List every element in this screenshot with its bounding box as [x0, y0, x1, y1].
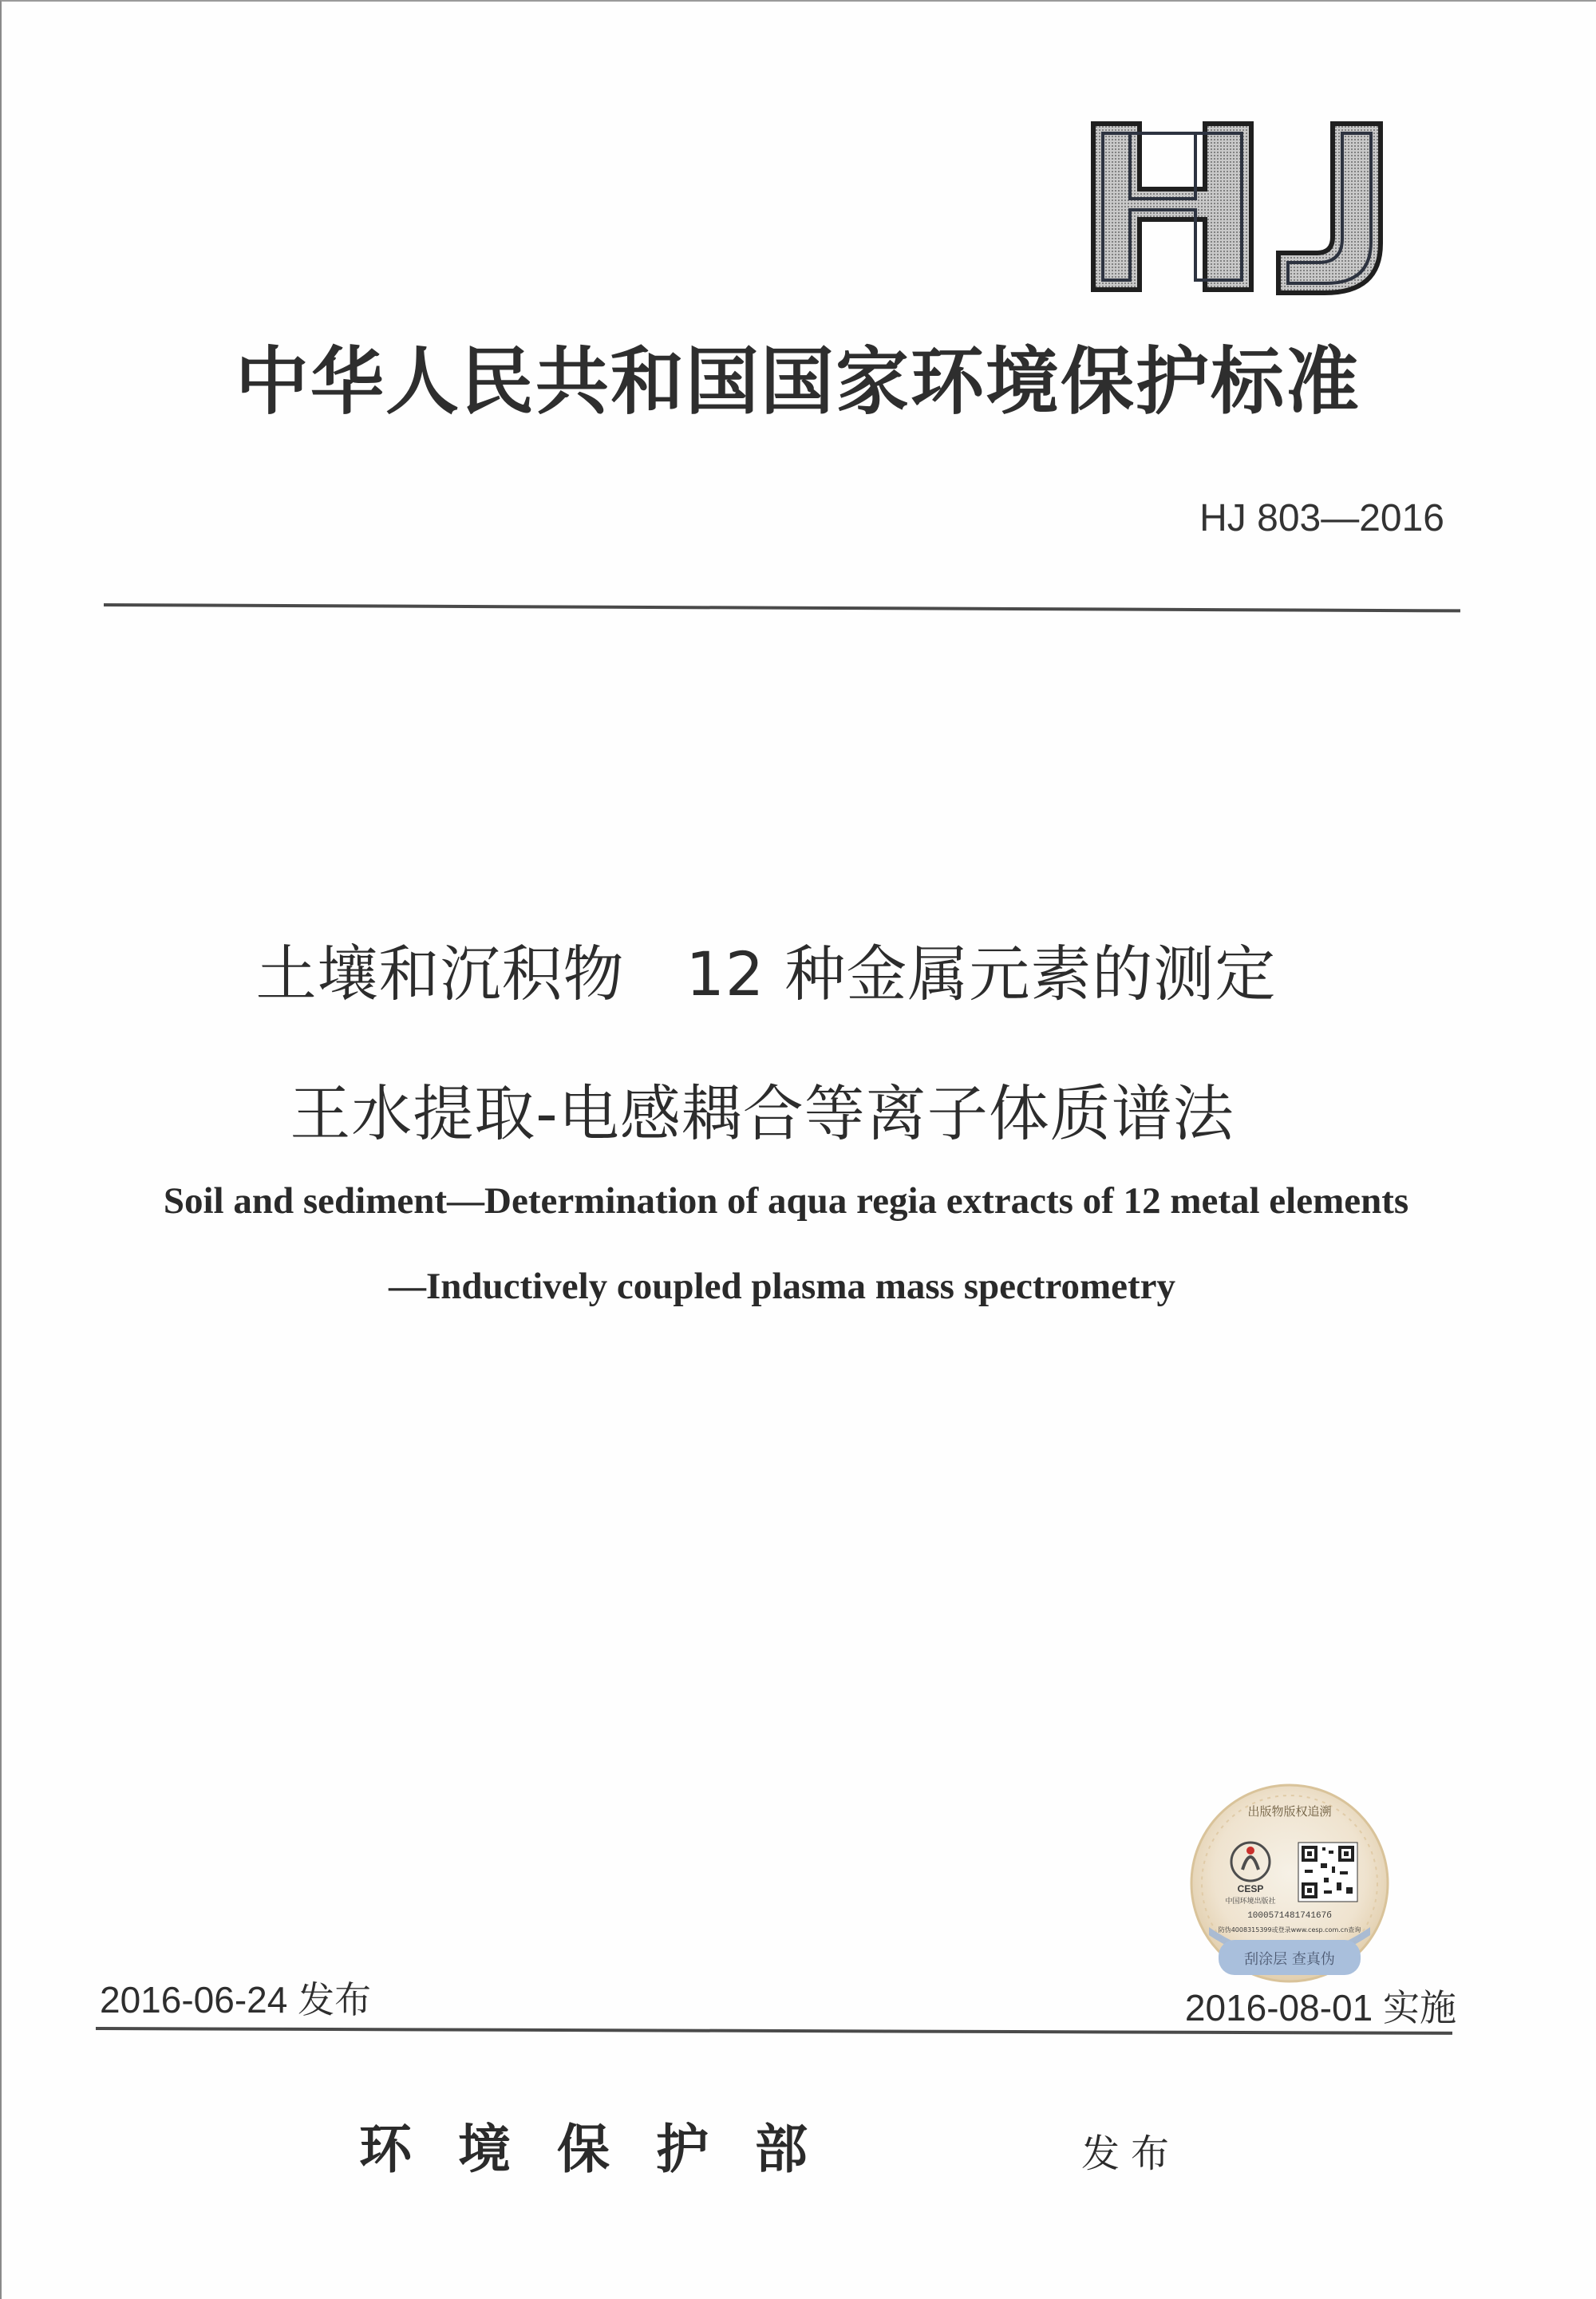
sticker-phone-line: 防伪4008315399或登录www.cesp.com.cn查询 [1218, 1926, 1361, 1934]
hj-logo [1069, 116, 1436, 299]
chinese-title-line-1: 土壤和沉积物 12 种金属元素的测定 [255, 938, 1277, 1009]
cesp-logo-text: CESP [1237, 1883, 1264, 1894]
standard-series-title: 中华人民共和国国家环境保护标准 [235, 338, 1361, 425]
standard-number: HJ 803—2016 [1199, 497, 1444, 539]
qr-code-icon [1298, 1843, 1357, 1902]
english-title-line-1: Soil and sediment—Determination of aqua regia extracts of 12 metal elements [163, 1180, 1409, 1222]
publisher-suffix: 发布 [1081, 2131, 1181, 2176]
issue-date: 2016-06-24 发布 [100, 1979, 372, 2021]
hj-logo-letter-j [1278, 124, 1381, 293]
english-title-line-2: —Inductively coupled plasma mass spectrometry [388, 1266, 1176, 1307]
sticker-serial: 100057148174167б [1247, 1911, 1332, 1921]
chinese-title-line-2: 王水提取-电感耦合等离子体质谱法 [290, 1078, 1235, 1149]
hj-logo-letter-h [1093, 124, 1251, 290]
sticker-scratch-label: 刮涂层 查真伪 [1244, 1951, 1335, 1968]
sticker-top-text: 出版物版权追溯 [1247, 1804, 1332, 1819]
publisher-name: 环境保护部 [359, 2118, 854, 2180]
implementation-date: 2016-08-01 实施 [1184, 1987, 1456, 2028]
anti-counterfeit-sticker [1187, 1784, 1393, 1983]
sticker-org: 中国环境出版社 [1225, 1898, 1276, 1906]
